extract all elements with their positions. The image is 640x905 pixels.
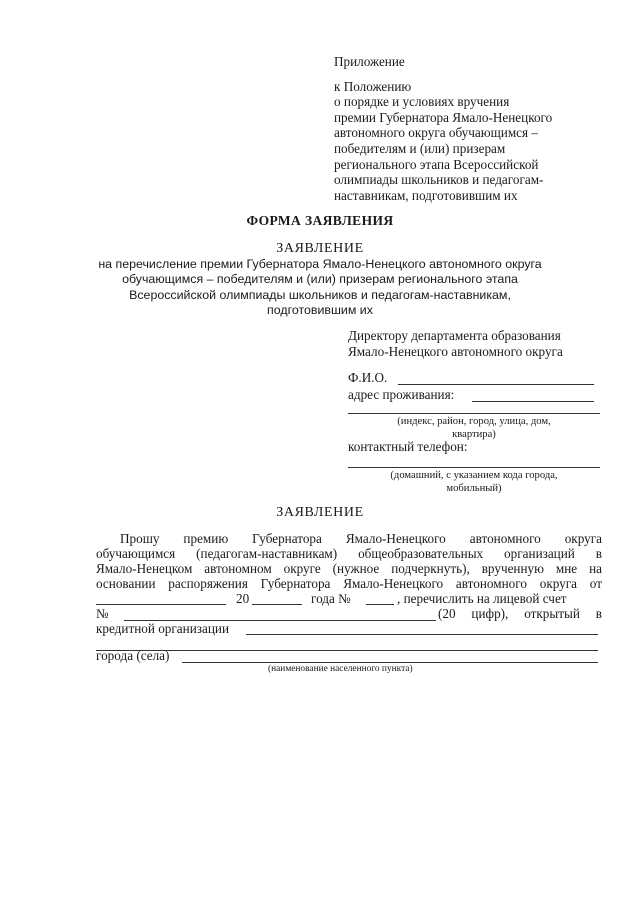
account-text: , перечислить на лицевой счет [397,591,567,606]
fio-field[interactable] [398,384,594,385]
address-field-line-2[interactable] [348,413,600,414]
statement-header-title: ЗАЯВЛЕНИЕ [276,241,364,256]
address-hint-line: квартира) [452,429,496,440]
city-hint: (наименование населенного пункта) [268,664,413,674]
phone-hint-line: (домашний, с указанием кода города, [390,470,558,481]
appendix-line: олимпиады школьников и педагогам- [334,172,544,188]
address-hint [348,415,600,441]
phone-hint-line: мобильный) [446,483,502,494]
address-label: адрес проживания: [348,387,455,402]
statement-header-line: на перечисление премии Губернатора Ямало-Ненецкого автономного округа [98,257,542,272]
city-label: города (села) [96,648,170,663]
year-prefix: 20 [236,591,250,606]
addressee-line: Ямало-Ненецкого автономного округа [348,344,563,359]
order-number-label: года № [311,591,351,606]
statement-header-line: Всероссийской олимпиады школьников и педагогам-наставникам, [129,287,511,302]
body-line: Ямало-Ненецком автономном округе (нужное подчеркнуть), врученную мне на [96,561,602,576]
bank-field[interactable] [246,634,598,635]
body-line: Прошу премию Губернатора Ямало-Ненецкого автономного округа [120,531,602,546]
phone-label: контактный телефон: [348,439,468,454]
order-number-field[interactable] [366,604,394,605]
account-digits-text: (20 цифр), открытый в [438,606,602,621]
order-date-field[interactable] [96,604,226,605]
appendix-line: о порядке и условиях вручения [334,94,510,110]
bank-field-line-2[interactable] [96,650,598,651]
appendix-line: победителям и (или) призерам [334,140,506,156]
body-line: обучающимся (педагогам-наставникам) общеобразовательных организаций в [96,546,602,561]
phone-hint [348,469,600,495]
form-title: ФОРМА ЗАЯВЛЕНИЯ [246,213,394,228]
order-year-field[interactable] [252,604,302,605]
appendix-line: премии Губернатора Ямало-Ненецкого [334,109,553,125]
addressee-block [348,328,563,360]
appendix-line: регионального этапа Всероссийской [334,156,539,172]
phone-field[interactable] [348,467,600,468]
statement-header-line: обучающимся – победителям и (или) призерам регионального этапа [122,272,518,287]
appendix-line: к Положению [334,78,412,94]
appendix-title: Приложение [334,54,405,69]
address-hint-line: (индекс, район, город, улица, дом, [397,416,551,427]
statement-header [0,241,640,318]
statement-title: ЗАЯВЛЕНИЕ [276,505,364,520]
appendix-line: наставникам, подготовившим их [334,187,518,203]
bank-label: кредитной организации [96,621,230,636]
body-line: основании распоряжения Губернатора Ямало-Ненецкого автономного округа от [96,576,602,591]
account-number-label: № [96,606,109,621]
fio-label: Ф.И.О. [348,370,388,385]
city-field[interactable] [182,662,598,663]
appendix-block [334,54,552,203]
address-field[interactable] [472,401,594,402]
appendix-line: автономного округа обучающимся – [334,125,538,141]
addressee-line: Директору департамента образования [348,328,561,343]
statement-header-line: подготовившим их [267,302,373,317]
